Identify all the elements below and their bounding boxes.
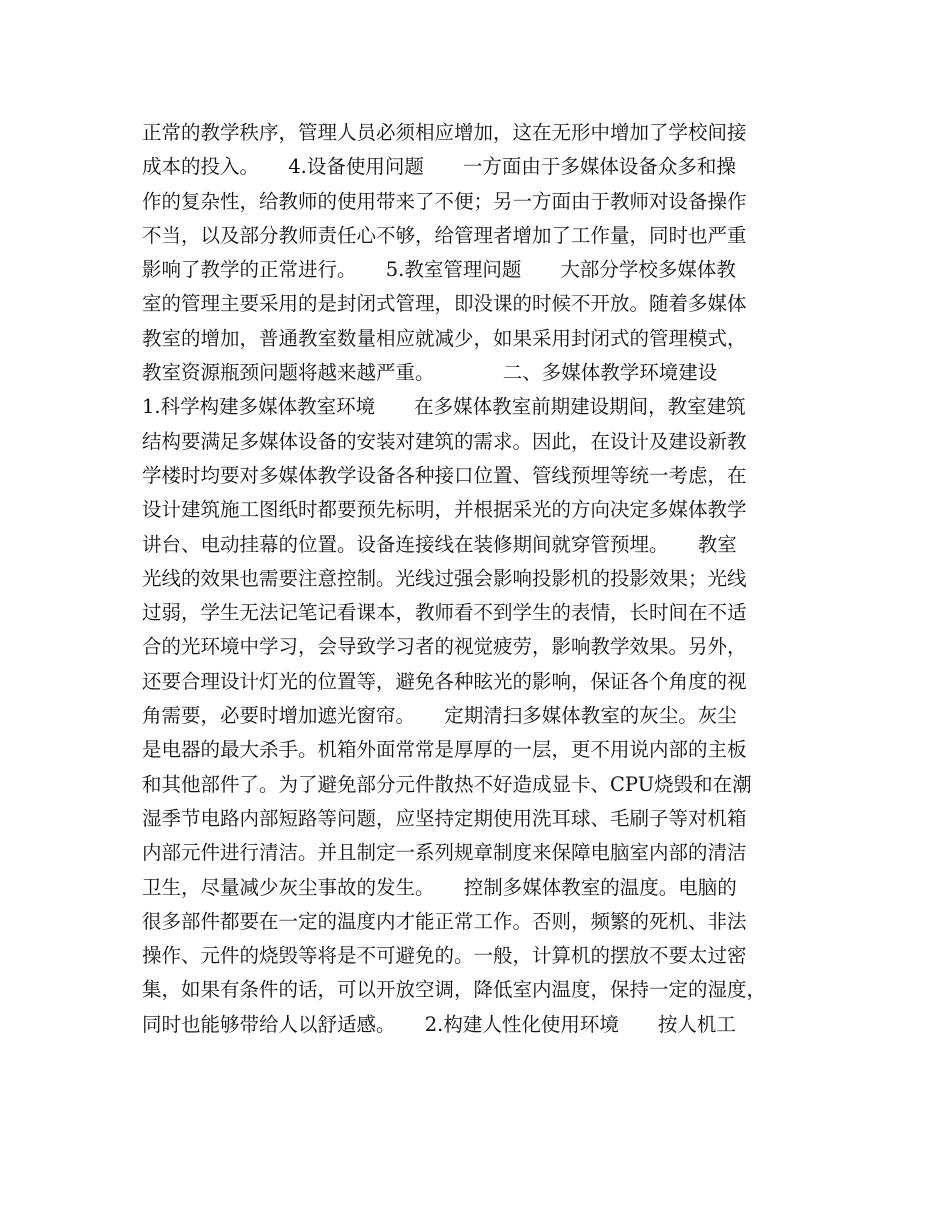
text-line-11: 学楼时均要对多媒体教学设备各种接口位置、管线预埋等统一考虑，在 [142, 463, 747, 487]
text-line-16: 合的光环境中学习，会导致学习者的视觉疲劳，影响教学效果。另外， [142, 635, 747, 659]
text-line-3: 作的复杂性，给教师的使用带来了不便；另一方面由于教师对设备操作 [142, 189, 747, 213]
text-line-23: 卫生，尽量减少灰尘事故的发生。 控制多媒体教室的温度。电脑的 [142, 875, 737, 899]
text-line-15: 过弱，学生无法记笔记看课本，教师看不到学生的表情，长时间在不适 [142, 601, 747, 625]
text-line-25: 操作、元件的烧毁等将是不可避免的。一般，计算机的摆放不要太过密 [142, 944, 747, 968]
text-line-26: 集，如果有条件的话，可以开放空调，降低室内温度，保持一定的湿度， [142, 978, 767, 1002]
body-text [142, 116, 832, 1042]
text-line-19: 是电器的最大杀手。机箱外面常常是厚厚的一层，更不用说内部的主板 [142, 738, 747, 762]
text-line-8: 教室资源瓶颈问题将越来越严重。 二、多媒体教学环境建设 [142, 361, 718, 385]
text-line-14: 光线的效果也需要注意控制。光线过强会影响投影机的投影效果；光线 [142, 566, 747, 590]
text-line-21: 湿季节电路内部短路等问题，应坚持定期使用洗耳球、毛刷子等对机箱 [142, 806, 747, 830]
text-line-27: 同时也能够带给人以舒适感。 2.构建人性化使用环境 按人机工 [142, 1012, 736, 1036]
text-line-17: 还要合理设计灯光的位置等，避免各种眩光的影响，保证各个角度的视 [142, 669, 747, 693]
text-line-5: 影响了教学的正常进行。 5.教室管理问题 大部分学校多媒体教 [142, 258, 736, 282]
text-line-7: 教室的增加，普通教室数量相应就减少，如果采用封闭式的管理模式， [142, 326, 747, 350]
text-line-20: 和其他部件了。为了避免部分元件散热不好造成显卡、CPU烧毁和在潮 [142, 772, 752, 796]
text-line-13: 讲台、电动挂幕的位置。设备连接线在装修期间就穿管预埋。 教室 [142, 532, 737, 556]
text-line-22: 内部元件进行清洁。并且制定一系列规章制度来保障电脑室内部的清洁 [142, 841, 747, 865]
text-line-1: 正常的教学秩序，管理人员必须相应增加，这在无形中增加了学校间接 [142, 121, 747, 144]
text-line-6: 室的管理主要采用的是封闭式管理，即没课的时候不开放。随着多媒体 [142, 292, 747, 316]
text-line-18: 角需要，必要时增加遮光窗帘。 定期清扫多媒体教室的灰尘。灰尘 [142, 704, 737, 728]
text-line-10: 结构要满足多媒体设备的安装对建筑的需求。因此，在设计及建设新教 [142, 429, 747, 453]
text-line-12: 设计建筑施工图纸时都要预先标明，并根据采光的方向决定多媒体教学 [142, 498, 747, 522]
text-line-2: 成本的投入。 4.设备使用问题 一方面由于多媒体设备众多和操 [142, 155, 736, 179]
text-line-9: 1.科学构建多媒体教室环境 在多媒体教室前期建设期间，教室建筑 [142, 395, 746, 419]
text-line-4: 不当，以及部分教师责任心不够，给管理者增加了工作量，同时也严重 [142, 223, 747, 247]
text-line-24: 很多部件都要在一定的温度内才能正常工作。否则，频繁的死机、非法 [142, 909, 747, 933]
